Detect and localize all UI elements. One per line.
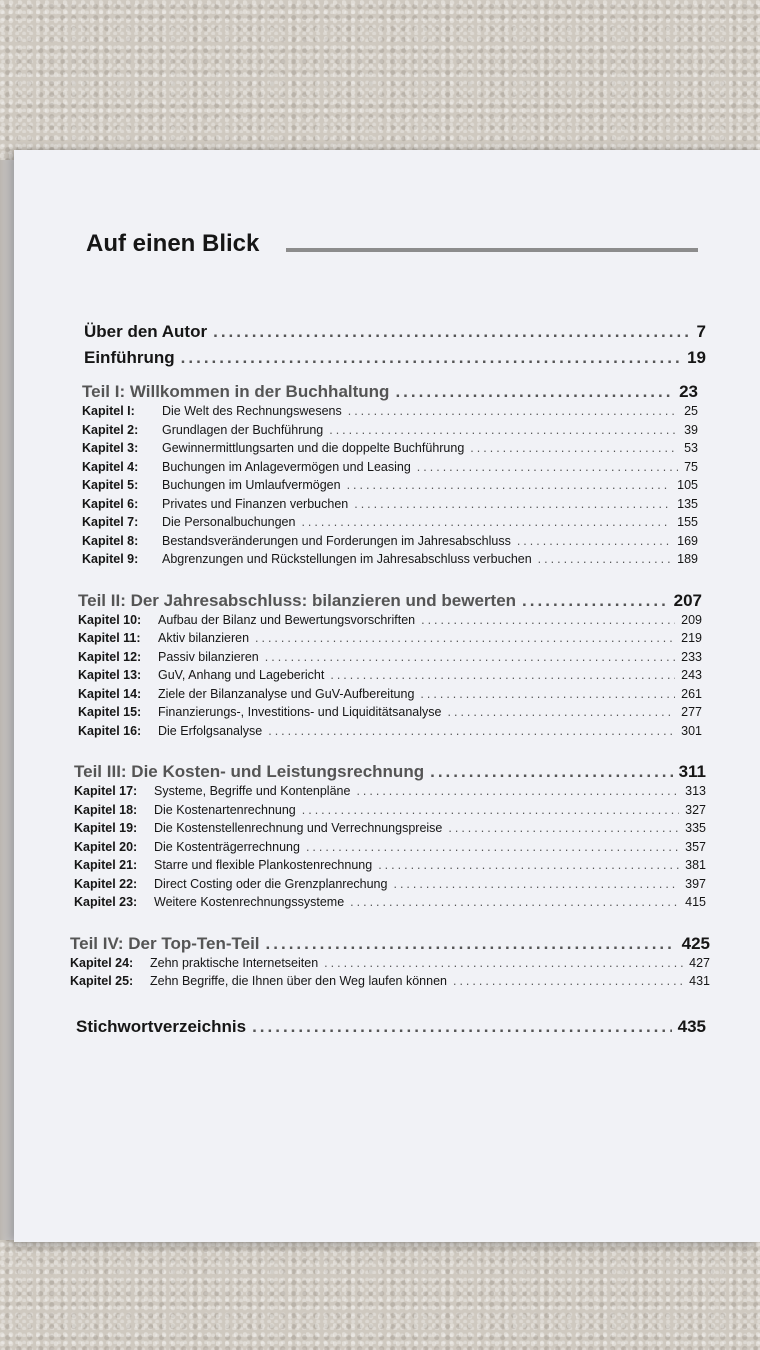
- entry-label: Aufbau der Bilanz und Bewertungsvorschriften: [158, 612, 416, 627]
- dot-leader: [265, 650, 675, 664]
- chapter-number: Kapitel 18:: [74, 802, 138, 817]
- dot-leader: [430, 762, 672, 782]
- entry-label: Über den Autor: [84, 322, 208, 341]
- entry-page: 277: [681, 705, 702, 719]
- chapter-number: Kapitel 9:: [82, 552, 139, 566]
- dot-leader: [302, 803, 679, 817]
- toc-chapter-entry: [82, 515, 698, 534]
- entry-page: 25: [684, 404, 698, 418]
- toc-chapter-entry: [74, 803, 706, 822]
- dot-leader: [266, 934, 676, 954]
- chapter-number: Kapitel 7:: [82, 515, 139, 529]
- entry-page: 427: [689, 955, 710, 970]
- entry-label: Starre und flexible Plankostenrechnung: [154, 858, 373, 872]
- chapter-number: Kapitel 4:: [82, 459, 139, 474]
- entry-label: Die Erfolgsanalyse: [158, 723, 263, 738]
- entry-label: Teil IV: Der Top-Ten-Teil: [70, 933, 260, 953]
- chapter-number: Kapitel 11:: [78, 631, 141, 645]
- chapter-number: Kapitel 14:: [78, 686, 142, 701]
- entry-page: 53: [684, 441, 698, 455]
- toc-chapter-entry: [78, 668, 702, 687]
- toc-chapter-entry: [74, 858, 706, 877]
- dot-leader: [301, 515, 671, 529]
- entry-page: 39: [684, 422, 698, 437]
- toc-part: [78, 591, 702, 743]
- toc-chapter-entry: [70, 974, 710, 993]
- chapter-number: Kapitel 12:: [78, 649, 142, 664]
- entry-page: 311: [678, 762, 706, 781]
- entry-label: Bestandsveränderungen und Forderungen im Jahresabschluss: [162, 533, 511, 548]
- entry-label: Weitere Kostenrechnungssysteme: [154, 895, 345, 909]
- entry-label: Buchungen im Anlagevermögen und Leasing: [162, 459, 411, 474]
- dot-leader: [306, 840, 679, 854]
- toc-chapter-entry: [82, 423, 698, 442]
- title-underline-bar: [286, 248, 698, 252]
- dot-leader: [213, 322, 690, 342]
- parts-list: [70, 382, 710, 993]
- dot-leader: [420, 687, 675, 701]
- entry-page: 75: [684, 459, 698, 474]
- dot-leader: [324, 956, 683, 970]
- dot-leader: [470, 441, 678, 455]
- dot-leader: [356, 784, 679, 798]
- entry-page: 431: [689, 974, 710, 988]
- entry-page: 335: [685, 821, 706, 835]
- dot-leader: [393, 877, 679, 891]
- entry-page: 301: [681, 723, 702, 738]
- entry-label: Aktiv bilanzieren: [158, 631, 250, 645]
- entry-label: Die Personalbuchungen: [162, 515, 296, 529]
- entry-page: 313: [685, 784, 706, 798]
- entry-label: Die Welt des Rechnungswesens: [162, 404, 342, 418]
- entry-page: 397: [685, 876, 706, 891]
- entry-label: GuV, Anhang und Lagebericht: [158, 668, 325, 682]
- chapter-number: Kapitel 5:: [82, 478, 139, 492]
- chapter-number: Kapitel 22:: [74, 876, 138, 891]
- entry-label: Ziele der Bilanzanalyse und GuV-Aufbereitung: [158, 686, 415, 701]
- entry-label: Systeme, Begriffe und Kontenpläne: [154, 784, 351, 798]
- entry-label: Teil I: Willkommen in der Buchhaltung: [82, 382, 390, 401]
- toc-entry-index: [76, 1017, 706, 1043]
- dot-leader: [517, 534, 671, 548]
- entry-page: 169: [677, 533, 698, 548]
- chapter-number: Kapitel 25:: [70, 974, 134, 988]
- chapter-number: Kapitel 21:: [74, 858, 138, 872]
- entry-page: 7: [696, 322, 706, 341]
- toc-chapter-entry: [82, 497, 698, 516]
- entry-page: 19: [687, 348, 706, 367]
- dot-leader: [448, 821, 679, 835]
- entry-label: Zehn praktische Internetseiten: [150, 955, 319, 970]
- dot-leader: [522, 591, 668, 611]
- dot-leader: [354, 497, 671, 511]
- toc-chapter-entry: [82, 552, 698, 571]
- entry-page: 135: [677, 496, 698, 511]
- entry-page: 357: [685, 839, 706, 854]
- index-page: 435: [677, 1016, 706, 1036]
- entry-label: Teil II: Der Jahresabschluss: bilanzieren und bewerten: [78, 590, 517, 610]
- toc-part-heading: [78, 591, 702, 613]
- entry-label: Die Kostenstellenrechnung und Verrechnungspreise: [154, 821, 443, 835]
- toc-chapter-entry: [82, 441, 698, 460]
- entry-label: Grundlagen der Buchführung: [162, 422, 324, 437]
- dot-leader: [378, 858, 679, 872]
- entry-page: 381: [685, 858, 706, 872]
- chapter-number: Kapitel I:: [82, 404, 135, 418]
- chapter-number: Kapitel 13:: [78, 668, 142, 682]
- dot-leader: [329, 423, 678, 437]
- entry-label: Buchungen im Umlaufvermögen: [162, 478, 341, 492]
- entry-label: Teil III: Die Kosten- und Leistungsrechnung: [74, 762, 425, 781]
- entry-label: Die Kostenartenrechnung: [154, 802, 296, 817]
- dot-leader: [347, 478, 672, 492]
- chapter-number: Kapitel 15:: [78, 705, 142, 719]
- dot-leader: [252, 1017, 672, 1037]
- toc-title-text: Auf einen Blick: [86, 230, 260, 257]
- toc-part-heading: [70, 934, 710, 956]
- entry-page: 327: [685, 802, 706, 817]
- entry-label: Gewinnermittlungsarten und die doppelte Buchführung: [162, 441, 465, 455]
- toc-entry-front: [84, 348, 706, 374]
- chapter-number: Kapitel 10:: [78, 612, 142, 627]
- entry-page: 209: [681, 612, 702, 627]
- chapter-number: Kapitel 3:: [82, 441, 139, 455]
- toc-content: [70, 230, 710, 1043]
- dot-leader: [330, 668, 675, 682]
- toc-chapter-entry: [74, 895, 706, 914]
- toc-part: [74, 762, 706, 914]
- dot-leader: [255, 631, 675, 645]
- chapter-number: Kapitel 8:: [82, 533, 139, 548]
- chapter-number: Kapitel 17:: [74, 784, 138, 798]
- toc-list: [70, 322, 710, 1043]
- entry-page: 155: [677, 515, 698, 529]
- dot-leader: [421, 613, 675, 627]
- index-label: Stichwortverzeichnis: [76, 1016, 247, 1036]
- front-matter: [76, 322, 706, 374]
- chapter-number: Kapitel 19:: [74, 821, 138, 835]
- toc-chapter-entry: [74, 784, 706, 803]
- chapter-number: Kapitel 23:: [74, 895, 138, 909]
- entry-page: 425: [681, 933, 710, 953]
- entry-label: Direct Costing oder die Grenzplanrechung: [154, 876, 388, 891]
- toc-part-heading: [74, 762, 706, 784]
- toc-chapter-entry: [74, 877, 706, 896]
- entry-page: 207: [673, 590, 702, 610]
- entry-page: 23: [679, 382, 698, 401]
- entry-page: 219: [681, 631, 702, 645]
- entry-page: 233: [681, 649, 702, 664]
- entry-label: Finanzierungs-, Investitions- und Liquiditätsanalyse: [158, 705, 442, 719]
- dot-leader: [350, 895, 679, 909]
- toc-chapter-entry: [78, 613, 702, 632]
- chapter-number: Kapitel 2:: [82, 422, 139, 437]
- entry-page: 105: [677, 478, 698, 492]
- entry-label: Einführung: [84, 348, 175, 367]
- dot-leader: [453, 974, 683, 988]
- entry-page: 261: [681, 686, 702, 701]
- toc-chapter-entry: [78, 650, 702, 669]
- entry-page: 415: [685, 895, 706, 909]
- toc-chapter-entry: [70, 956, 710, 975]
- entry-label: Privates und Finanzen verbuchen: [162, 496, 349, 511]
- dot-leader: [417, 460, 678, 474]
- toc-title: [86, 230, 706, 260]
- book-page: [14, 150, 760, 1242]
- toc-chapter-entry: [82, 478, 698, 497]
- toc-chapter-entry: [82, 534, 698, 553]
- entry-label: Passiv bilanzieren: [158, 649, 259, 664]
- chapter-number: Kapitel 20:: [74, 839, 138, 854]
- entry-page: 243: [681, 668, 702, 682]
- dot-leader: [181, 348, 681, 368]
- toc-chapter-entry: [78, 705, 702, 724]
- toc-chapter-entry: [82, 404, 698, 423]
- toc-chapter-entry: [78, 631, 702, 650]
- chapter-number: Kapitel 16:: [78, 723, 142, 738]
- dot-leader: [448, 705, 676, 719]
- entry-label: Die Kostenträgerrechnung: [154, 839, 300, 854]
- dot-leader: [268, 724, 675, 738]
- toc-chapter-entry: [74, 821, 706, 840]
- dot-leader: [395, 382, 673, 402]
- dot-leader: [348, 404, 678, 418]
- toc-chapter-entry: [82, 460, 698, 479]
- toc-part: [70, 934, 710, 993]
- toc-chapter-entry: [74, 840, 706, 859]
- toc-part-heading: [82, 382, 698, 404]
- entry-label: Zehn Begriffe, die Ihnen über den Weg laufen können: [150, 974, 447, 988]
- entry-page: 189: [677, 552, 698, 566]
- toc-chapter-entry: [78, 724, 702, 743]
- dot-leader: [538, 552, 671, 566]
- entry-label: Abgrenzungen und Rückstellungen im Jahresabschluss verbuchen: [162, 552, 532, 566]
- toc-entry-front: [84, 322, 706, 348]
- chapter-number: Kapitel 24:: [70, 955, 134, 970]
- chapter-number: Kapitel 6:: [82, 496, 139, 511]
- toc-part: [82, 382, 698, 571]
- toc-chapter-entry: [78, 687, 702, 706]
